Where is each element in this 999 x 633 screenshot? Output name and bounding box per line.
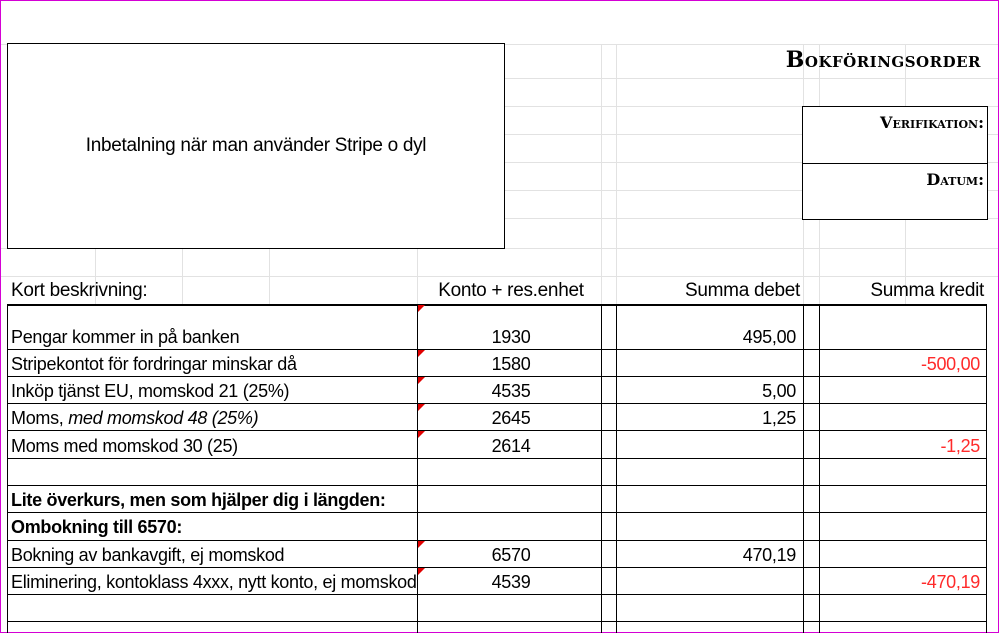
row-account[interactable]: 2614: [491, 436, 531, 456]
row-border: [7, 621, 987, 622]
row-description[interactable]: Lite överkurs, men som hjälper dig i längden:: [11, 490, 386, 510]
gridline: [504, 78, 998, 79]
column-border: [803, 304, 804, 633]
row-border: [7, 567, 987, 568]
column-border: [986, 304, 987, 633]
comment-indicator-icon[interactable]: [418, 404, 425, 411]
row-description-prefix: Moms,: [11, 408, 69, 428]
description-box[interactable]: [7, 43, 505, 249]
header-account: Konto + res.enhet: [438, 280, 584, 301]
column-border: [616, 304, 617, 633]
row-credit[interactable]: -500,00: [921, 354, 980, 374]
gridline: [182, 248, 183, 304]
row-description[interactable]: Eliminering, kontoklass 4xxx, nytt konto, ej momskod: [11, 572, 417, 592]
comment-indicator-icon[interactable]: [418, 541, 425, 548]
row-account[interactable]: 4535: [491, 381, 531, 401]
row-border: [7, 458, 987, 459]
comment-indicator-icon[interactable]: [418, 431, 425, 438]
gridline: [269, 248, 270, 304]
comment-indicator-icon[interactable]: [418, 568, 425, 575]
row-border: [7, 485, 987, 486]
row-border: [7, 349, 987, 350]
row-credit[interactable]: -1,25: [940, 436, 980, 456]
header-debit: Summa debet: [685, 280, 800, 301]
comment-indicator-icon[interactable]: [418, 377, 425, 384]
row-debit[interactable]: 1,25: [762, 408, 796, 428]
description-text: Inbetalning när man använder Stripe o dyl: [85, 135, 427, 156]
row-border: [7, 430, 987, 431]
column-border: [819, 304, 820, 633]
order-title: Bokföringsorder: [785, 47, 981, 73]
row-border: [7, 540, 987, 541]
row-border: [7, 376, 987, 377]
row-credit[interactable]: -470,19: [921, 572, 980, 592]
gridline: [616, 44, 617, 304]
verification-box[interactable]: [802, 106, 988, 220]
row-border: [7, 594, 987, 595]
date-label: Datum:: [926, 170, 984, 189]
row-description[interactable]: Stripekontot för fordringar minskar då: [11, 354, 297, 374]
row-debit[interactable]: 5,00: [762, 381, 796, 401]
row-description[interactable]: Moms med momskod 30 (25): [11, 436, 238, 456]
row-debit[interactable]: 495,00: [742, 327, 796, 347]
comment-indicator-icon[interactable]: [418, 350, 425, 357]
row-description[interactable]: Bokning av bankavgift, ej momskod: [11, 545, 285, 565]
row-border: [7, 403, 987, 404]
row-account[interactable]: 6570: [491, 545, 531, 565]
column-border: [7, 304, 8, 633]
column-border: [601, 304, 602, 633]
row-description[interactable]: Inköp tjänst EU, momskod 21 (25%): [11, 381, 290, 401]
header-divider: [7, 304, 987, 306]
row-account[interactable]: 1580: [491, 354, 531, 374]
header-description: Kort beskrivning:: [11, 280, 148, 301]
verification-divider: [803, 163, 987, 164]
comment-indicator-icon[interactable]: [418, 305, 425, 312]
row-account[interactable]: 4539: [491, 572, 531, 592]
row-account[interactable]: 1930: [491, 327, 531, 347]
row-account[interactable]: 2645: [491, 408, 531, 428]
row-description[interactable]: [11, 407, 258, 429]
row-debit[interactable]: 470,19: [742, 545, 796, 565]
row-description-italic: med momskod 48 (25%): [68, 408, 259, 428]
row-description[interactable]: Pengar kommer in på banken: [11, 327, 240, 347]
gridline: [601, 44, 602, 304]
header-credit: Summa kredit: [870, 280, 984, 301]
row-border: [7, 512, 987, 513]
gridline: [1, 276, 998, 277]
row-description[interactable]: Ombokning till 6570:: [11, 517, 183, 537]
verification-label: Verifikation:: [880, 113, 984, 132]
